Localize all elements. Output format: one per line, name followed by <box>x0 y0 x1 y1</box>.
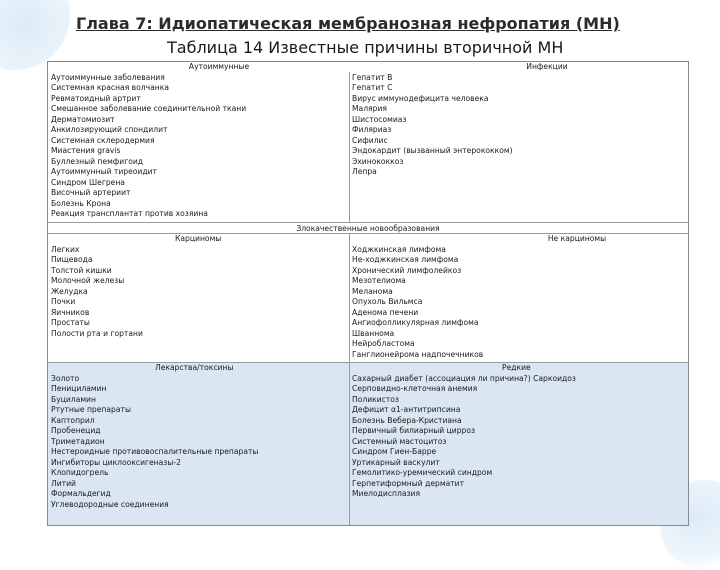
list-item: Болезнь Крона <box>51 198 111 208</box>
header-autoimmune: Аутоиммунные <box>188 62 250 71</box>
causes-table <box>47 61 689 526</box>
list-item: Болезнь Вебера-Кристиана <box>352 415 462 425</box>
row-malignant-header <box>48 222 688 234</box>
list-item: Пенициламин <box>51 384 107 393</box>
list-item: Ревматоидный артрит <box>51 93 141 103</box>
list-non-carcinomas <box>352 245 682 361</box>
list-item: Сахарный диабет (ассоциация ли причина?) Саркоидоз <box>352 373 576 383</box>
row-drugs-rare <box>48 362 688 525</box>
list-item: Меланома <box>352 286 393 296</box>
corner-decoration-top-left <box>0 0 70 70</box>
list-item: Шистосомиаз <box>352 114 407 124</box>
list-item: Смешанное заболевание соединительной ткани <box>51 104 247 113</box>
list-item: Нейробластома <box>352 339 415 348</box>
list-item: Желудка <box>51 286 88 296</box>
header-infections: Инфекции <box>526 62 568 71</box>
list-item: Пробенецид <box>51 426 101 435</box>
list-item: Гемолитико-уремический синдром <box>352 468 493 477</box>
list-item: Ингибиторы циклооксигеназы-2 <box>51 457 181 467</box>
list-carcinomas <box>51 245 347 340</box>
list-item: Миелодисплазия <box>352 489 421 498</box>
header-non-carcinomas: Не карциномы <box>547 234 607 243</box>
cell-carcinomas <box>51 234 347 362</box>
list-item: Первичный билиарный цирроз <box>352 426 476 435</box>
list-item: Опухоль Вильмса <box>352 297 423 306</box>
list-item: Системная склеродермия <box>51 135 155 145</box>
list-item: Золото <box>51 373 80 383</box>
list-item: Буциламин <box>51 394 96 404</box>
list-item: Анкилозирующий спондилит <box>51 125 168 134</box>
list-item: Мезотелиома <box>352 276 406 285</box>
list-item: Аутоиммунные заболевания <box>51 72 165 82</box>
list-item: Уртикарный васкулит <box>352 457 440 467</box>
cell-drugs <box>51 363 347 525</box>
list-item: Ртутные препараты <box>51 405 131 414</box>
list-item: Эндокардит (вызванный энтерококком) <box>352 146 513 155</box>
list-item: Углеводородные соединения <box>51 499 169 509</box>
cell-autoimmune <box>51 62 347 222</box>
column-divider <box>349 72 350 222</box>
list-item: Системная красная волчанка <box>51 83 169 92</box>
list-item: Не-ходжкинская лимфома <box>352 255 459 264</box>
list-item: Каптоприл <box>51 415 95 425</box>
list-item: Легких <box>51 244 80 254</box>
list-item: Лепра <box>352 167 377 176</box>
list-item: Простаты <box>51 318 90 327</box>
list-item: Малярия <box>352 104 387 113</box>
header-malignant: Злокачественные новообразования <box>296 224 440 233</box>
list-item: Формальдегид <box>51 489 111 498</box>
list-item: Реакция трансплантат против хозяина <box>51 209 208 218</box>
list-item: Синдром Гиен-Барре <box>352 447 437 456</box>
list-item: Ангиофолликулярная лимфома <box>352 318 479 327</box>
list-item: Герпетиформный дерматит <box>352 478 465 488</box>
table-title: Таблица 14 Известные причины вторичной МН <box>167 38 564 57</box>
header-carcinomas: Карциномы <box>175 234 222 243</box>
list-item: Нестероидные противовоспалительные препараты <box>51 447 259 456</box>
column-divider <box>349 363 350 525</box>
list-item: Дефицит α1-антитрипсина <box>352 405 461 414</box>
list-item: Клопидогрель <box>51 468 109 477</box>
list-rare <box>352 374 682 500</box>
header-rare: Редкие <box>502 363 531 372</box>
row-carcinomas <box>48 234 688 362</box>
cell-rare <box>352 363 682 525</box>
list-item: Сифилис <box>352 135 388 145</box>
list-item: Пищевода <box>51 255 93 264</box>
list-item: Полости рта и гортани <box>51 328 143 338</box>
list-item: Аутоиммунный тиреоидит <box>51 167 157 176</box>
cell-non-carcinomas <box>352 234 682 362</box>
list-item: Ходжкинская лимфома <box>352 244 446 254</box>
cell-infections <box>352 62 682 222</box>
list-item: Молочной железы <box>51 276 125 285</box>
list-item: Буллезный пемфигоид <box>51 156 144 166</box>
list-item: Височный артериит <box>51 188 131 197</box>
list-item: Серповидно-клеточная анемия <box>352 384 478 393</box>
list-item: Хронический лимфолейкоз <box>352 265 462 275</box>
list-item: Филяриаз <box>352 125 392 134</box>
list-item: Системный мастоцитоз <box>352 436 447 446</box>
list-item: Эхинококкоз <box>352 156 404 166</box>
list-drugs <box>51 374 347 511</box>
header-drugs: Лекарства/токсины <box>155 363 234 372</box>
list-infections <box>352 73 682 178</box>
list-item: Толстой кишки <box>51 265 112 275</box>
list-item: Дерматомиозит <box>51 114 115 124</box>
list-autoimmune <box>51 73 347 220</box>
list-item: Литий <box>51 478 76 488</box>
list-item: Ганглионейрома надпочечников <box>352 349 484 359</box>
list-item: Миастения gravis <box>51 146 121 155</box>
list-item: Поликистоз <box>352 394 399 404</box>
row-autoimmune-infections <box>48 62 688 222</box>
list-item: Синдром Шегрена <box>51 177 125 187</box>
list-item: Гепатит С <box>352 83 393 92</box>
column-divider <box>349 234 350 362</box>
list-item: Шваннома <box>352 328 395 338</box>
list-item: Яичников <box>51 307 90 317</box>
list-item: Триметадион <box>51 436 105 446</box>
list-item: Почки <box>51 297 76 306</box>
list-item: Гепатит В <box>352 72 393 82</box>
list-item: Вирус иммунодефицита человека <box>352 93 489 103</box>
chapter-title: Глава 7: Идиопатическая мембранозная нефропатия (МН) <box>76 14 620 33</box>
list-item: Аденома печени <box>352 307 419 317</box>
